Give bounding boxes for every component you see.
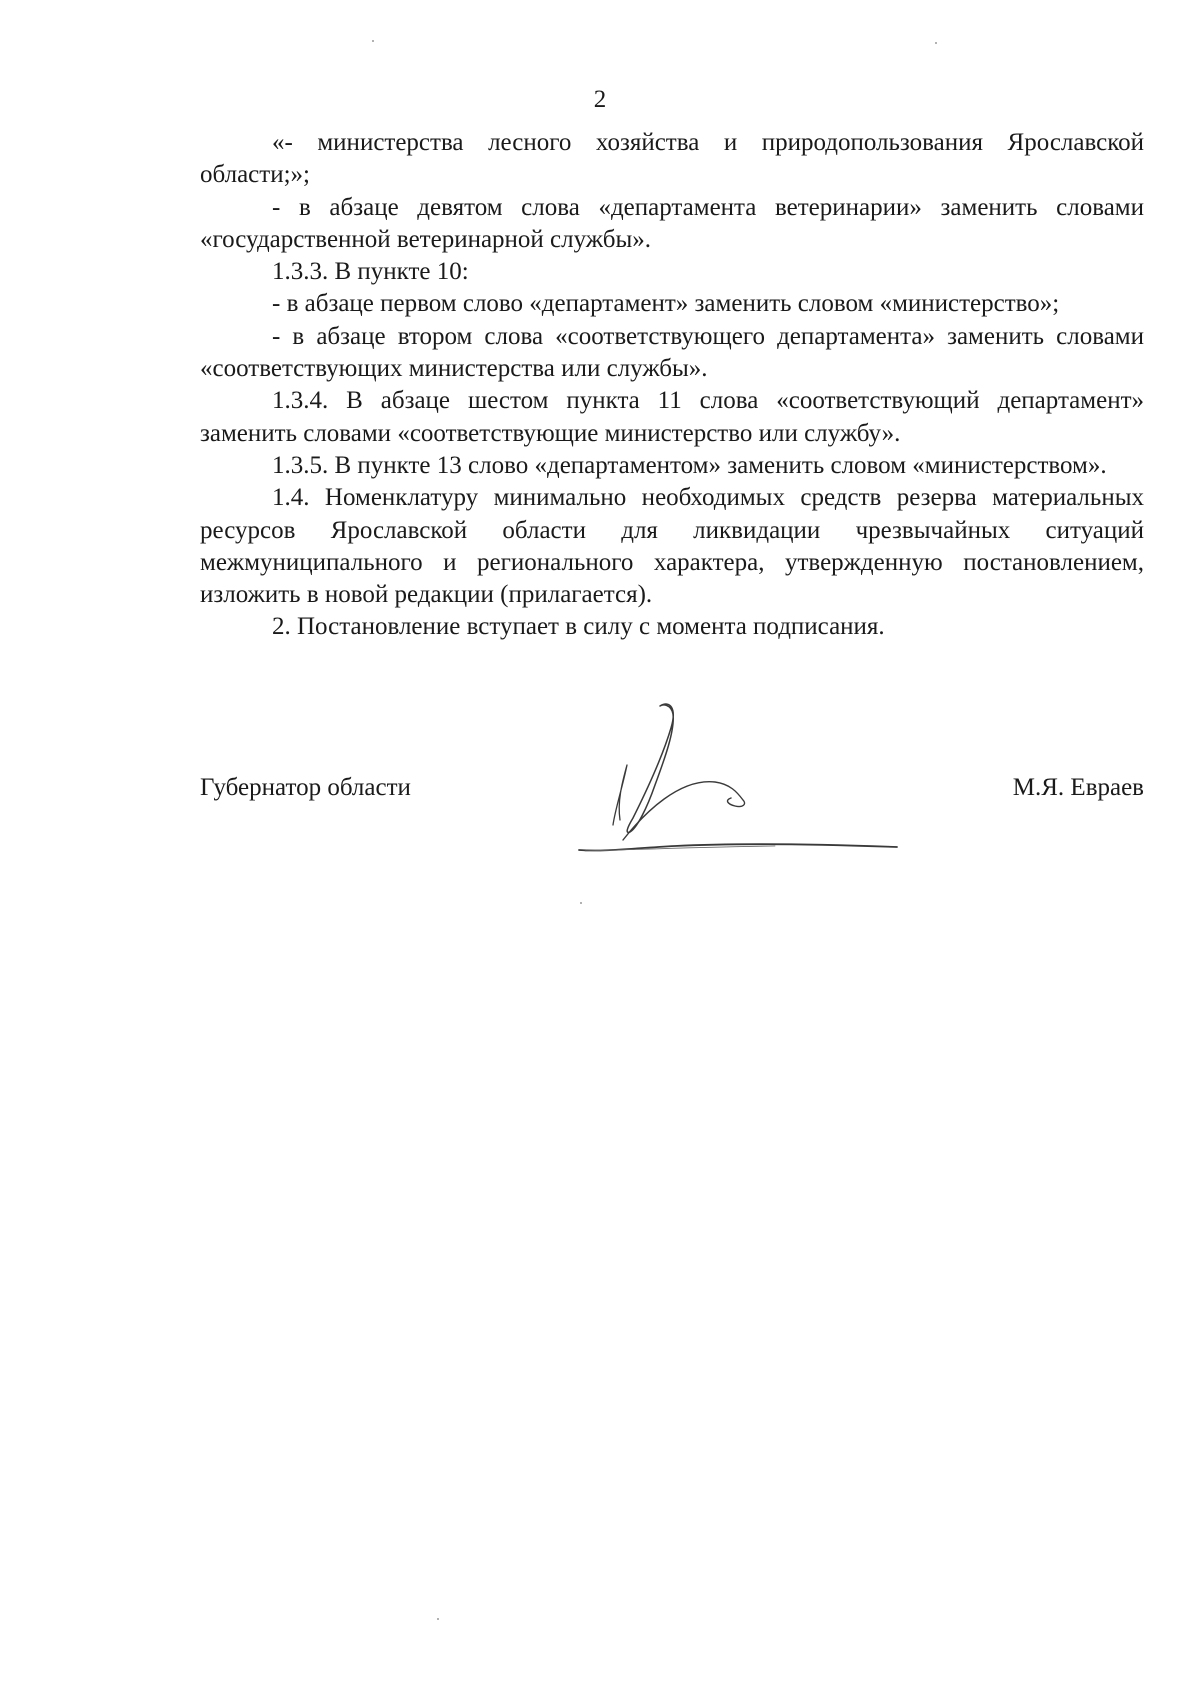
paragraph-first-abzac: - в абзаце первом слово «департамент» заменить словом «министерство»; [272, 290, 1060, 318]
handwritten-signature [575, 700, 975, 880]
paragraph-second-abzac: - в абзаце втором слова «соответствующего департамента» заменить словами «соответствующих министерства или службы». [200, 322, 1144, 383]
paragraph-ministry-forestry: «- министерства лесного хозяйства и природопользования Ярославской области;»; [200, 129, 1144, 189]
paragraph-1-3-5: 1.3.5. В пункте 13 слово «департаментом» заменить словом «министерством». [272, 451, 1107, 479]
paragraph-1-3-4: 1.3.4. В абзаце шестом пункта 11 слова «соответствующий департамент» заменить словами «соответствующие министерство или службу». [200, 387, 1144, 447]
paragraph-1-3-3: 1.3.3. В пункте 10: [272, 258, 469, 286]
page-number: 2 [593, 86, 607, 113]
signatory-name: М.Я. Евраев [1012, 774, 1144, 801]
signatory-title: Губернатор области [200, 774, 411, 801]
paragraph-veterinary-replacement: - в абзаце девятом слова «департамента ветеринарии» заменить словами «государственной ветеринарной службы». [200, 193, 1144, 253]
scan-speck [372, 40, 374, 42]
paragraph-1-4: 1.4. Номенклатуру минимально необходимых средств резерва материальных ресурсов Ярославской области для ликвидации чрезвычайных ситуаций межмуниципального и регионального характера, утвержденную постановлением, изложить в новой редакции (прилагается). [200, 484, 1144, 609]
scan-speck [580, 902, 582, 904]
paragraph-2: 2. Постановление вступает в силу с момента подписания. [272, 613, 885, 641]
scan-speck [437, 1618, 439, 1620]
document-body [200, 127, 1144, 644]
scan-speck [935, 42, 937, 44]
